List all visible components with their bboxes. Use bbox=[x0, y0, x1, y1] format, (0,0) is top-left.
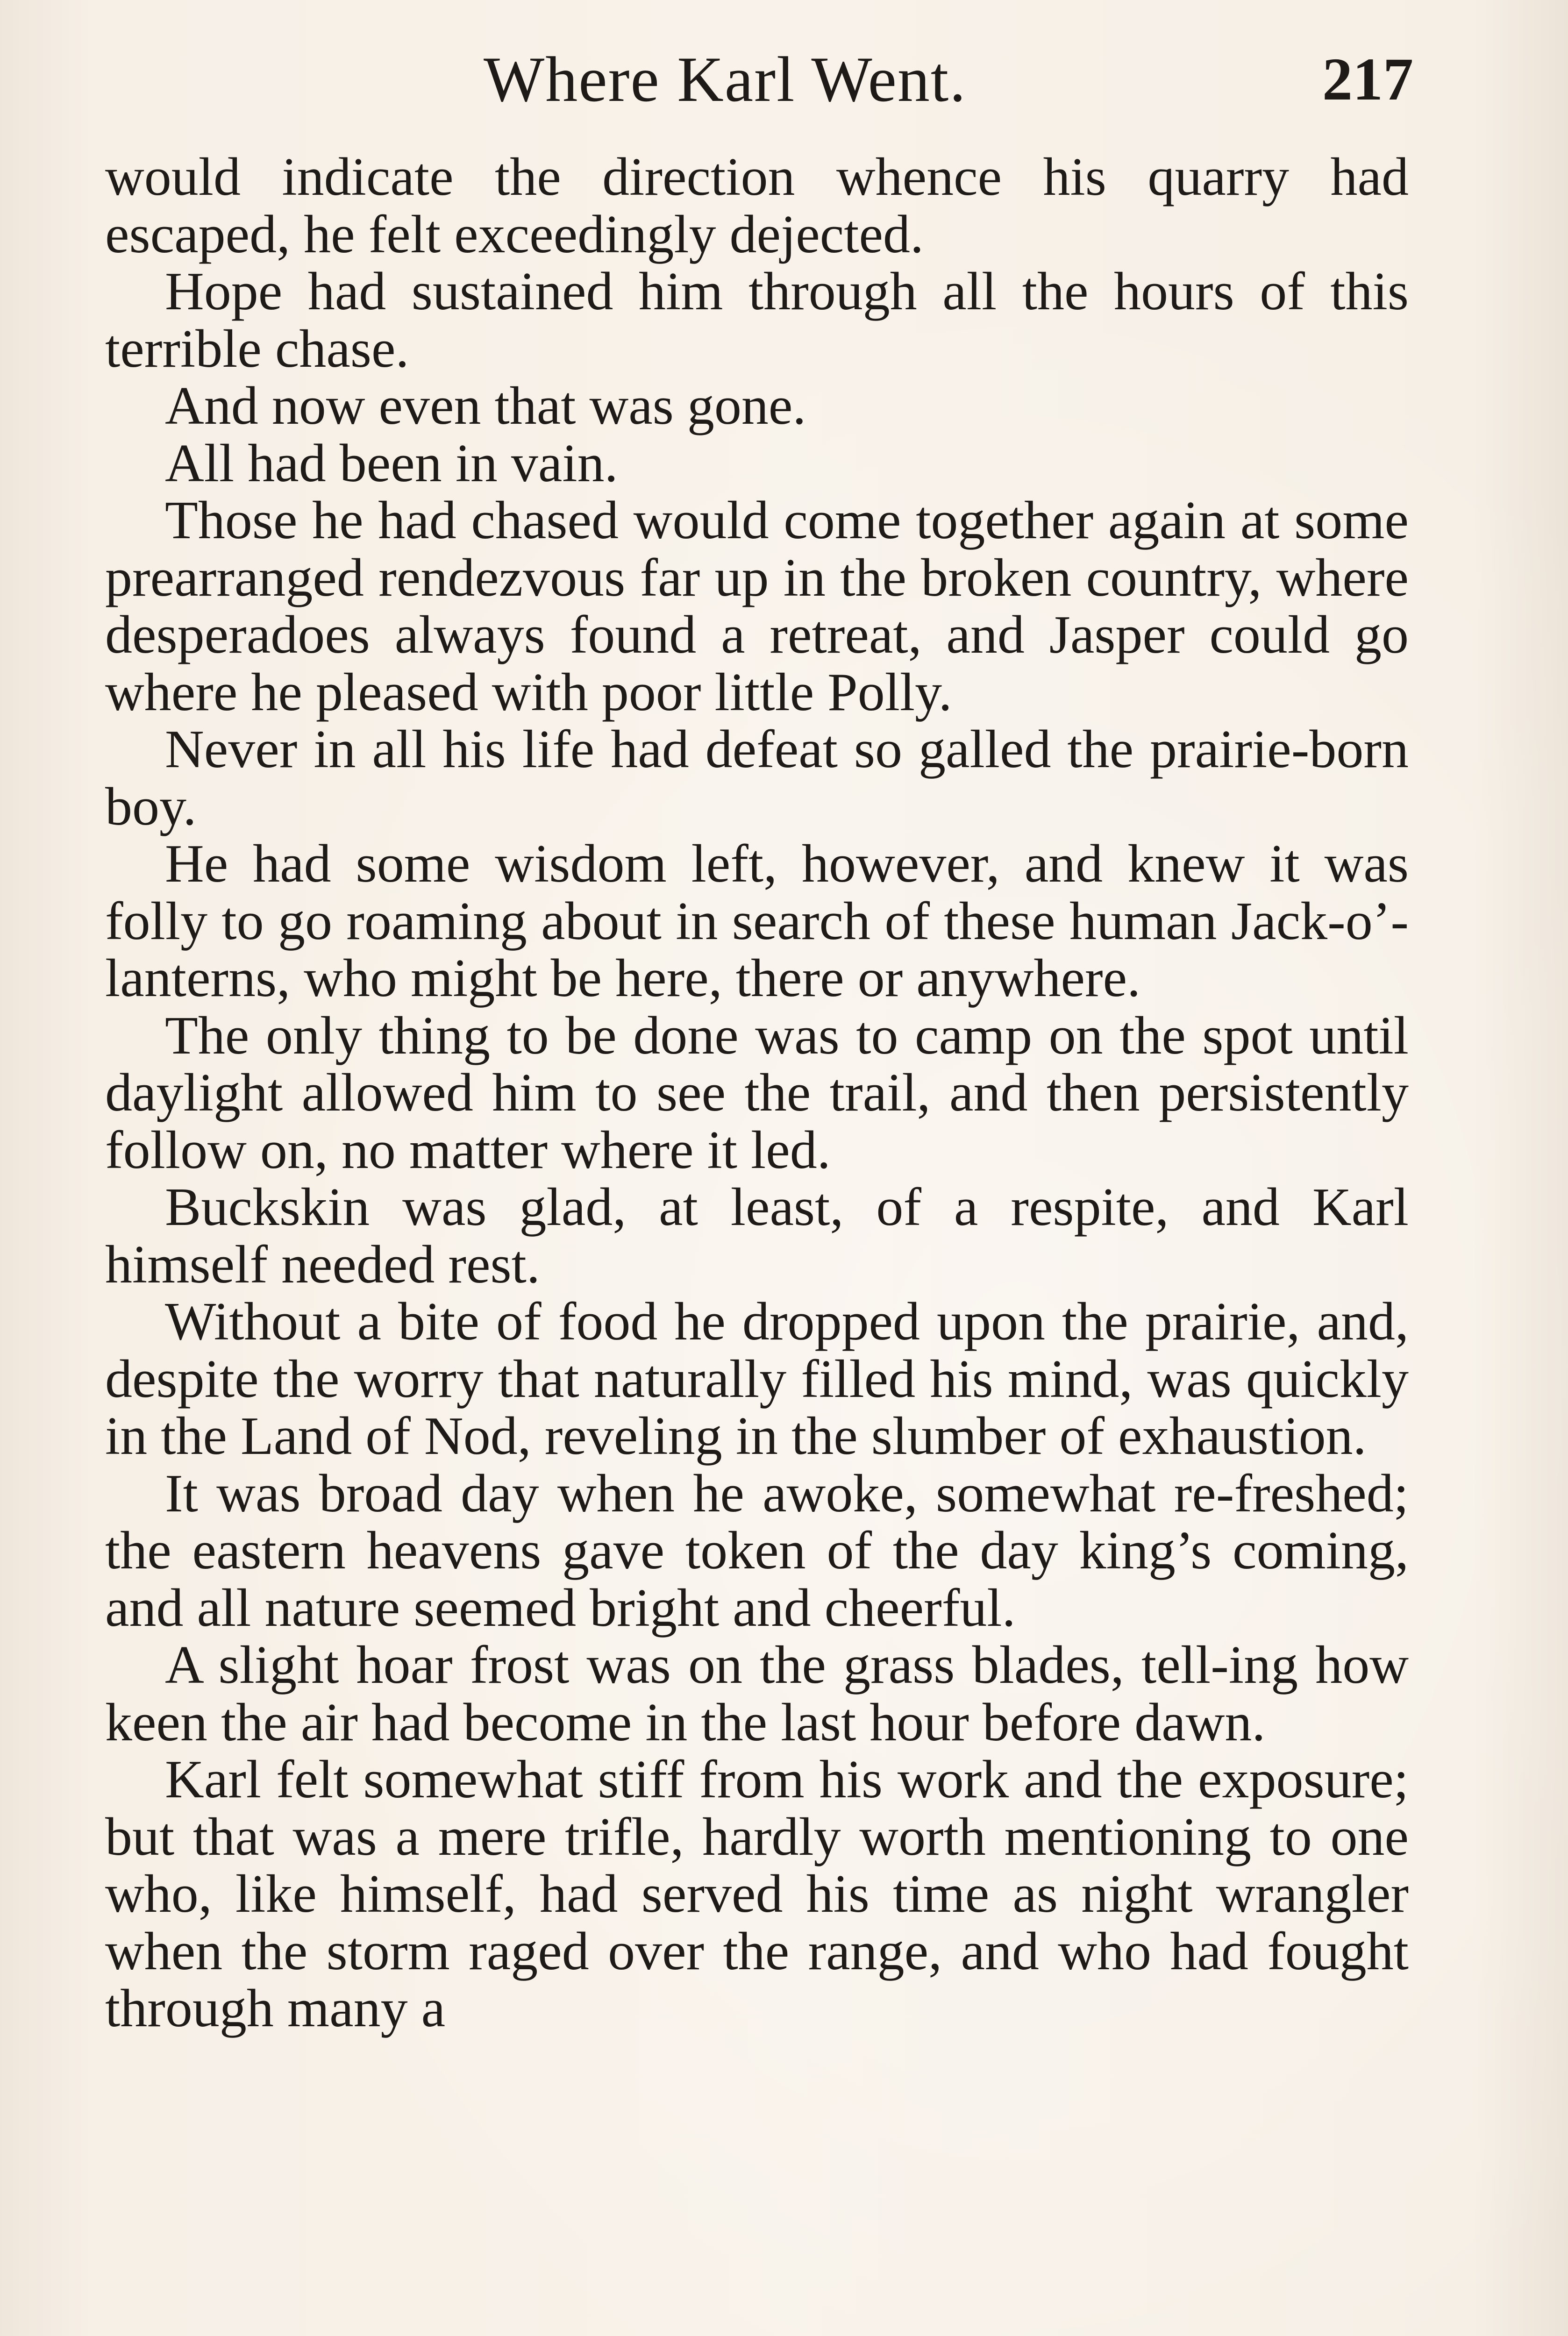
page-number: 217 bbox=[1322, 46, 1413, 113]
paragraph: Buckskin was glad, at least, of a respite, and Karl himself needed rest. bbox=[105, 1177, 1409, 1295]
paragraph: The only thing to be done was to camp on the spot until daylight allowed him to see the trail, and then persistently follow on, no matter where it led. bbox=[105, 1005, 1409, 1180]
running-title: Where Karl Went. bbox=[484, 43, 967, 115]
paragraph: Hope had sustained him through all the hours of this terrible chase. bbox=[105, 262, 1409, 379]
paragraph: Those he had chased would come together again at some prearranged rendezvous far up in the broken country, where desperadoes always found a retreat, and Jasper could go where he pleased with poor little Polly. bbox=[105, 491, 1409, 722]
paragraph: It was broad day when he awoke, somewhat re-freshed; the eastern heavens gave token of the day king’s coming, and all nature seemed bright and cheerful. bbox=[105, 1463, 1409, 1638]
paragraph: All had been in vain. bbox=[165, 433, 618, 493]
paragraph: Never in all his life had defeat so galled the prairie-born boy. bbox=[105, 719, 1409, 837]
paragraph: Karl felt somewhat stiff from his work and the exposure; but that was a mere trifle, hardly worth mentioning to one who, like himself, had served his time as night wrangler when the storm raged over the range, and who had fought through many a bbox=[105, 1750, 1409, 2038]
paragraph: A slight hoar frost was on the grass blades, tell-ing how keen the air had become in the last hour before dawn. bbox=[105, 1635, 1409, 1752]
paragraph: would indicate the direction whence his quarry had escaped, he felt exceedingly dejected. bbox=[105, 147, 1409, 264]
page-header bbox=[105, 33, 1413, 126]
paragraph: And now even that was gone. bbox=[165, 376, 806, 436]
paragraph: He had some wisdom left, however, and knew it was folly to go roaming about in search of these human Jack-o’-lanterns, who might be here, there or anywhere. bbox=[105, 834, 1409, 1008]
body-text bbox=[105, 149, 1409, 2037]
paragraph: Without a bite of food he dropped upon the prairie, and, despite the worry that naturally filled his mind, was quickly in the Land of Nod, reveling in the slumber of exhaustion. bbox=[105, 1292, 1409, 1466]
